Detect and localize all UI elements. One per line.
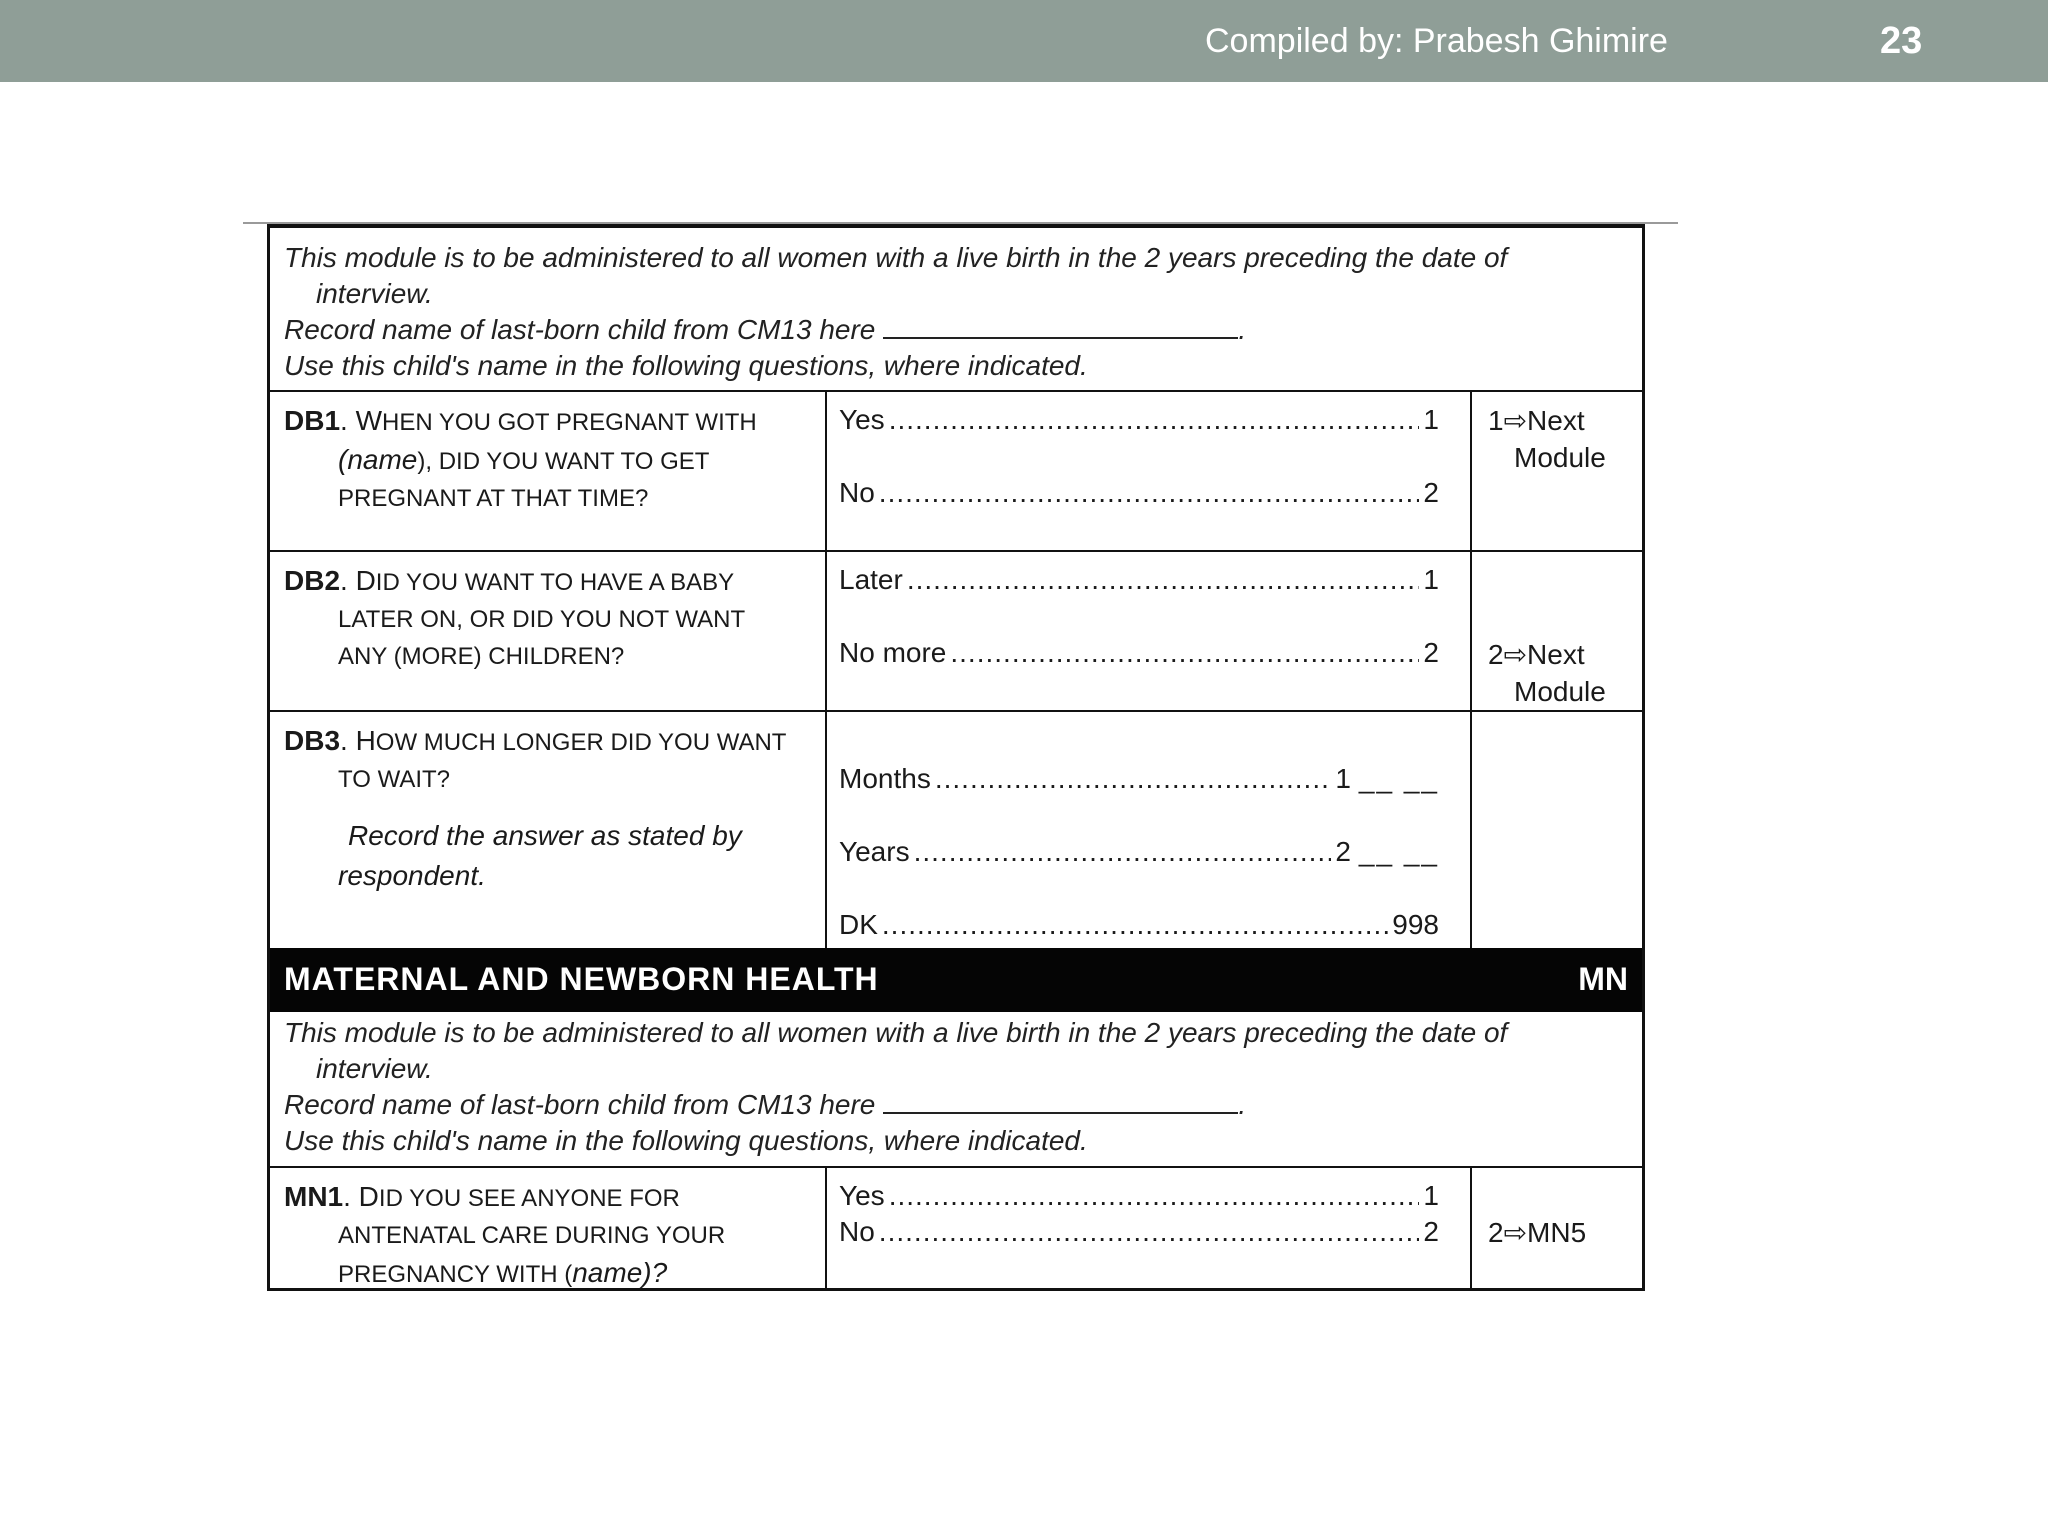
instruction-text: respondent.	[338, 860, 486, 891]
intro-line: interview.	[316, 278, 433, 309]
skip-target: MN5	[1527, 1217, 1587, 1248]
column-divider	[825, 390, 827, 948]
answer-label: No	[839, 1216, 875, 1247]
question-text: ID YOU SEE ANYONE FOR	[378, 1185, 680, 1212]
column-divider	[825, 1166, 827, 1291]
entry-slots[interactable]: __ __	[1358, 836, 1439, 867]
questionnaire-form	[267, 224, 1645, 1291]
entry-slots[interactable]: __ __	[1358, 763, 1439, 794]
row-divider	[270, 710, 1642, 712]
intro-line: This module is to be administered to all women with a live birth in the 2 years preceding the date of	[284, 1017, 1508, 1048]
question-text: TO WAIT?	[338, 766, 451, 793]
module-title: MATERNAL AND NEWBORN HEALTH	[284, 961, 879, 997]
dot-leader	[950, 637, 1419, 669]
question-text: OW MUCH LONGER DID YOU WANT	[375, 729, 787, 756]
dot-leader	[914, 836, 1331, 868]
interviewer-instruction	[284, 816, 824, 856]
question-code: MN1	[284, 1181, 344, 1212]
question-text: ANY (MORE) CHILDREN?	[338, 643, 625, 670]
dot-leader	[879, 1216, 1419, 1248]
skip-arrow-icon: ⇨	[1503, 639, 1528, 670]
answer-label: Years	[839, 836, 910, 867]
answer-option[interactable]	[839, 564, 1439, 600]
answer-code: 1	[1423, 404, 1439, 435]
module-intro	[270, 240, 1642, 384]
question-text: PREGNANCY WITH (	[338, 1261, 573, 1288]
question-lead: . D	[340, 565, 376, 596]
skip-code: 2	[1488, 639, 1504, 670]
intro-line-end: .	[1238, 1089, 1247, 1120]
answer-label: Later	[839, 564, 903, 595]
intro-line: interview.	[316, 1053, 433, 1084]
answer-code: 1	[1423, 564, 1439, 595]
intro-line: Use this child's name in the following questions, where indicated.	[284, 1125, 1088, 1156]
question-text: ANTENATAL CARE DURING YOUR	[338, 1222, 726, 1249]
question-lead: . H	[340, 725, 376, 756]
question-db1	[284, 402, 824, 517]
module-intro	[270, 1015, 1642, 1159]
skip-text: Next	[1527, 639, 1585, 670]
skip-instruction	[1488, 402, 1606, 476]
question-code: DB2	[284, 565, 341, 596]
answer-option[interactable]	[839, 909, 1439, 945]
intro-line: Use this child's name in the following questions, where indicated.	[284, 350, 1088, 381]
answer-option[interactable]	[839, 404, 1439, 440]
answer-code: 2	[1423, 637, 1439, 668]
dot-leader	[935, 763, 1331, 795]
module-code: MN	[1578, 961, 1628, 997]
question-db3	[284, 722, 824, 896]
module-banner	[270, 948, 1642, 1012]
answer-code: 2	[1423, 1216, 1439, 1247]
child-name-blank	[883, 1090, 1238, 1114]
answer-label: Yes	[839, 1180, 885, 1211]
dot-leader	[882, 909, 1388, 941]
intro-line: This module is to be administered to all women with a live birth in the 2 years preceding the date of	[284, 242, 1508, 273]
credit-text: Compiled by: Prabesh Ghimire	[1205, 22, 1668, 60]
skip-text: Module	[1514, 676, 1606, 707]
question-text: HEN YOU GOT PREGNANT WITH	[382, 409, 757, 436]
skip-text: Next	[1527, 405, 1585, 436]
answer-code: 2	[1423, 477, 1439, 508]
intro-line: Record name of last-born child from CM13 here	[284, 314, 876, 345]
intro-line: Record name of last-born child from CM13 here	[284, 1089, 876, 1120]
question-text: ), DID YOU WANT TO GET	[417, 448, 710, 475]
skip-code: 1	[1488, 405, 1504, 436]
question-text: PREGNANT AT THAT TIME?	[338, 485, 649, 512]
question-text: )?	[642, 1257, 668, 1288]
dot-leader	[907, 564, 1419, 596]
skip-code: 2	[1488, 1217, 1504, 1248]
question-code: DB1	[284, 405, 341, 436]
skip-arrow-icon: ⇨	[1503, 405, 1528, 436]
question-paren: (	[338, 444, 348, 475]
skip-instruction	[1488, 636, 1606, 710]
question-lead: . W	[340, 405, 383, 436]
answer-label: No more	[839, 637, 947, 668]
skip-arrow-icon: ⇨	[1503, 1217, 1528, 1248]
column-divider	[1470, 1166, 1472, 1291]
answer-label: DK	[839, 909, 878, 940]
answer-label: Months	[839, 763, 931, 794]
intro-record-line	[284, 1087, 1628, 1123]
answer-label: No	[839, 477, 875, 508]
question-lead: . D	[343, 1181, 379, 1212]
child-name-placeholder: name	[572, 1257, 643, 1288]
column-divider	[1470, 390, 1472, 948]
intro-line-end: .	[1238, 314, 1247, 345]
intro-record-line	[284, 312, 1628, 348]
page-number: 23	[1880, 20, 1923, 62]
question-code: DB3	[284, 725, 341, 756]
answer-code: 1	[1335, 763, 1351, 794]
answer-option[interactable]	[839, 763, 1439, 799]
row-divider	[270, 390, 1642, 392]
dot-leader	[879, 477, 1419, 509]
answer-code: 998	[1392, 909, 1439, 940]
answer-label: Yes	[839, 404, 885, 435]
answer-option[interactable]	[839, 637, 1439, 673]
instruction-text: Record the answer as stated by	[348, 820, 742, 851]
question-text: ID YOU WANT TO HAVE A BABY	[375, 569, 735, 596]
skip-text: Module	[1514, 442, 1606, 473]
row-divider	[270, 1166, 1642, 1168]
answer-option[interactable]	[839, 477, 1439, 513]
answer-option[interactable]	[839, 1216, 1439, 1252]
answer-code: 2	[1335, 836, 1351, 867]
question-text: LATER ON, OR DID YOU NOT WANT	[338, 606, 746, 633]
answer-option[interactable]	[839, 836, 1439, 872]
row-divider	[270, 550, 1642, 552]
question-mn1	[284, 1178, 824, 1293]
question-db2	[284, 562, 824, 675]
slide-header-bar	[0, 0, 2048, 82]
child-name-placeholder: name	[347, 444, 418, 475]
dot-leader	[889, 404, 1419, 436]
child-name-blank	[883, 315, 1238, 339]
answer-option[interactable]	[839, 1180, 1439, 1216]
skip-instruction	[1488, 1214, 1586, 1251]
dot-leader	[889, 1180, 1419, 1212]
answer-code: 1	[1423, 1180, 1439, 1211]
